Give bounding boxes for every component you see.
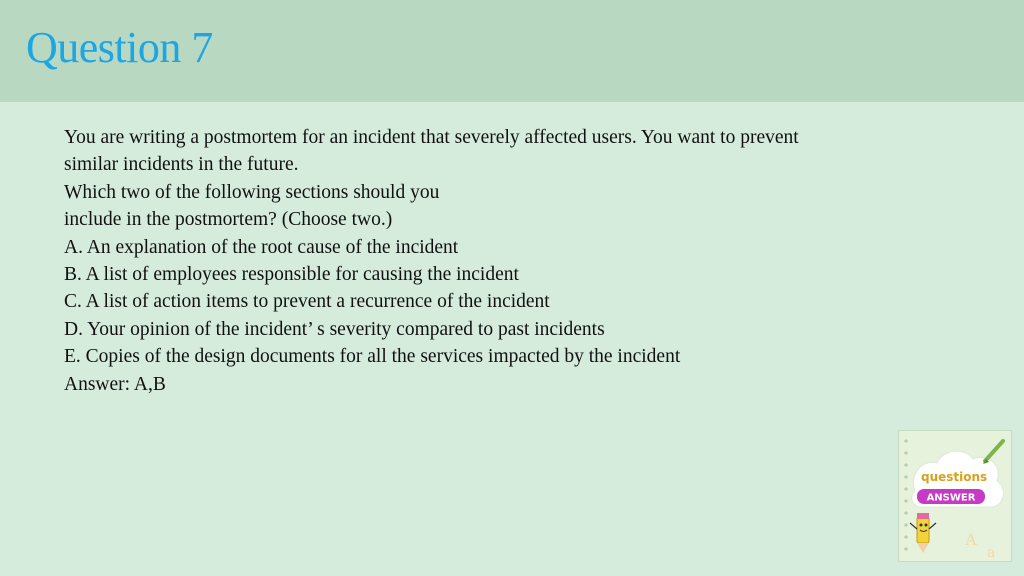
logo-letter-lower: a: [987, 545, 996, 561]
title-bar: [0, 0, 1024, 102]
option-e: E. Copies of the design documents for all the services impacted by the incident: [64, 346, 681, 368]
option-a: A. An explanation of the root cause of the incident: [64, 236, 459, 258]
question-line: similar incidents in the future.: [64, 154, 299, 176]
question-line: You are writing a postmortem for an incident that severely affected users. You want to prevent: [64, 127, 799, 148]
pencil-icon: [983, 441, 1003, 464]
option-b: B. A list of employees responsible for causing the incident: [64, 264, 519, 286]
answer-line: Answer: A,B: [64, 373, 166, 395]
questions-answer-logo: [898, 430, 1012, 562]
option-d: D. Your opinion of the incident’ s severity compared to past incidents: [64, 318, 605, 340]
logo-letter-upper: A: [965, 530, 977, 549]
logo-word-answer: ANSWER: [926, 492, 976, 504]
pencil-character-icon: [910, 513, 936, 553]
question-body: [64, 124, 944, 398]
question-line: Which two of the following sections should you: [64, 181, 440, 203]
option-c: C. A list of action items to prevent a recurrence of the incident: [64, 291, 550, 313]
logo-graphic: [899, 431, 1012, 562]
logo-word-questions: questions: [921, 470, 988, 484]
question-line: include in the postmortem? (Choose two.): [64, 209, 393, 231]
slide-title: Question 7: [26, 23, 213, 72]
